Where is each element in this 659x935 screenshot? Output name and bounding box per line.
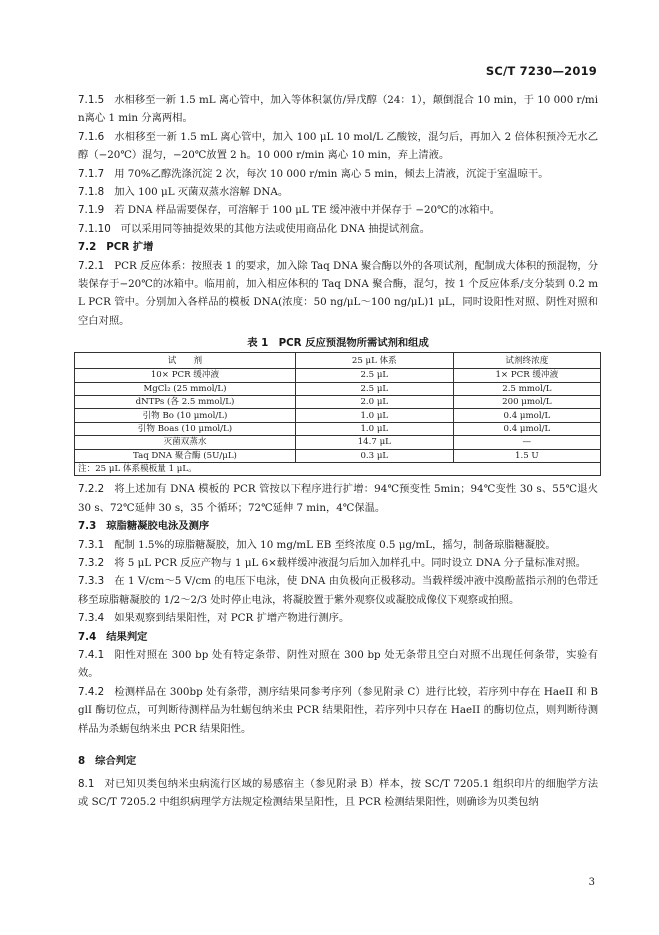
table-cell: 10× PCR 缓冲液 — [75, 369, 296, 382]
table-cell: Taq DNA 聚合酶 (5U/μL) — [75, 449, 296, 462]
clause-number: 7.1.5 — [78, 94, 105, 106]
heading-7-3: 7.3 琼脂糖凝胶电泳及测序 — [78, 520, 210, 533]
clause-number: 7.3.3 — [78, 575, 105, 588]
clause-paragraph — [78, 646, 598, 683]
clause-paragraph — [78, 572, 598, 609]
table-cell: 1× PCR 缓冲液 — [453, 369, 600, 382]
clause-paragraph — [78, 554, 598, 572]
clause-paragraph — [78, 91, 598, 128]
clause-text: 可以采用同等抽提效果的其他方法或使用商品化 DNA 抽提试剂盒。 — [120, 222, 431, 235]
table-note-row — [75, 463, 601, 476]
heading-8: 8 综合判定 — [78, 755, 137, 768]
section-7-1-paragraphs — [78, 91, 598, 238]
table-cell: 2.5 μL — [295, 382, 453, 395]
table-row — [75, 382, 601, 395]
clause-number: 7.4.1 — [78, 649, 105, 662]
table-cell: 1.5 U — [453, 449, 600, 462]
clause-text: 用 70%乙醇洗涤沉淀 2 次，每次 10 000 r/min 离心 5 min，倾去上清液，沉淀于室温晾干。 — [114, 167, 549, 180]
table-cell: dNTPs (各 2.5 mmol/L) — [75, 396, 296, 409]
table-body — [75, 369, 601, 463]
table-cell: 灭菌双蒸水 — [75, 436, 296, 449]
clause-number: 7.3.1 — [78, 538, 105, 551]
clause-number: 7.3.2 — [78, 557, 105, 570]
clause-text: 检测样品在 300bp 处有条带，测序结果同参考序列（参见附录 C）进行比较，若序列中存在 HaeII 和 BglI 酶切位点，可判断待测样品为牡蛎包纳米虫 PCR 结果阳性，若序列中只存在 HaeII 的酶切位点，则判断待测样品为杀蛎包纳米虫 PCR 结果阳性。 — [78, 685, 598, 735]
clause-paragraph — [78, 536, 598, 554]
clause-text: 水相移至一新 1.5 mL 离心管中，加入 100 μL 10 mol/L 乙酸铵，混匀后，再加入 2 倍体积预冷无水乙醇（−20℃）混匀，−20℃放置 2 h。10 000 r/min 离心 10 min，弃上清液。 — [78, 130, 598, 162]
paragraph-8-1: 8.1 对已知贝类包纳米虫病流行区域的易感宿主（参见附录 B）样本，按 SC/T 7205.1 组织印片的细胞学方法或 SC/T 7205.2 中组织病理学方法规定检测结果呈阳性，且 PCR 检测结果阳性，则确诊为贝类包纳 — [78, 777, 598, 808]
clause-text: 将 5 μL PCR 反应产物与 1 μL 6×载样缓冲液混匀后加入加样孔中。同时设立 DNA 分子量标准对照。 — [114, 557, 587, 570]
clause-number: 7.1.7 — [78, 167, 105, 180]
table-cell: 200 μmol/L — [453, 396, 600, 409]
table-cell: 引物 Boas (10 μmol/L) — [75, 422, 296, 435]
table-cell: 0.3 μL — [295, 449, 453, 462]
standard-code: SC/T 7230—2019 — [485, 64, 597, 78]
table-cell: 14.7 μL — [295, 436, 453, 449]
paragraph-7-2-1: 7.2.1 PCR 反应体系：按照表 1 的要求，加入除 Taq DNA 聚合酶以外的各项试剂，配制成大体积的预混物，分装保存于−20℃的冰箱中。临用前，加入相应体积的 Taq DNA 聚合酶，混匀，按 1 个反应体系/支分装到 0.2 mL PCR 管中。分别加入各样品的模板 DNA(浓度：50 ng/μL～100 ng/μL)1 μL，同时设阳性对照、阴性对照和空白对照。 — [78, 259, 598, 327]
table-cell: 1.0 μL — [295, 422, 453, 435]
clause-paragraph — [78, 128, 598, 165]
clause-text: 若 DNA 样品需要保存，可溶解于 100 μL TE 缓冲液中并保存于 −20℃的冰箱中。 — [114, 204, 501, 217]
clause-number: 7.1.6 — [78, 130, 105, 143]
clause-text: 配制 1.5%的琼脂糖凝胶，加入 10 mg/mL EB 至终浓度 0.5 μg/mL，摇匀，制备琼脂糖凝胶。 — [114, 538, 556, 551]
page-number: 3 — [588, 877, 595, 888]
clause-paragraph — [78, 220, 598, 238]
table-row — [75, 422, 601, 435]
table-cell: MgCl₂ (25 mmol/L) — [75, 382, 296, 395]
clause-paragraph — [78, 683, 598, 738]
clause-text: 在 1 V/cm～5 V/cm 的电压下电泳，使 DNA 由负极向正极移动。当载样缓冲液中溴酚蓝指示剂的色带迁移至琼脂糖凝胶的 1/2～2/3 处时停止电泳，将凝胶置于紫外观察仪或凝胶成像仪下观察或拍照。 — [78, 575, 598, 606]
clause-paragraph — [78, 183, 598, 201]
clause-paragraph — [78, 165, 598, 183]
clause-text: 加入 100 μL 灭菌双蒸水溶解 DNA。 — [114, 186, 289, 199]
table-cell: 2.0 μL — [295, 396, 453, 409]
clause-number: 7.3.4 — [78, 612, 105, 625]
table-cell: 1.0 μL — [295, 409, 453, 422]
table-cell: 0.4 μmol/L — [453, 422, 600, 435]
clause-number: 7.1.10 — [78, 222, 111, 235]
table-row — [75, 396, 601, 409]
table-cell: 2.5 μL — [295, 369, 453, 382]
main-content — [78, 91, 598, 811]
table-caption: 表 1 PCR 反应预混物所需试剂和组成 — [247, 337, 429, 350]
heading-7-2: 7.2 PCR 扩增 — [78, 241, 154, 254]
table-header-cell: 25 μL 体系 — [295, 353, 453, 369]
reagent-table — [74, 352, 601, 476]
clause-paragraph — [78, 201, 598, 219]
paragraph-7-2-2: 7.2.2 将上述加有 DNA 模板的 PCR 管按以下程序进行扩增：94℃预变性 5min；94℃变性 30 s、55℃退火 30 s、72℃延伸 30 s，35 个循环；72℃延伸 7 min，4℃保温。 — [78, 483, 598, 514]
clause-text: 阳性对照在 300 bp 处有特定条带、阴性对照在 300 bp 处无条带且空白对照不出现任何条带，实验有效。 — [78, 649, 598, 680]
section-7-4-paragraphs — [78, 646, 598, 738]
table-note: 注：25 μL 体系模板量 1 μL。 — [75, 463, 601, 476]
table-row — [75, 409, 601, 422]
table-header-cell: 试剂终浓度 — [453, 353, 600, 369]
section-7-3-paragraphs — [78, 536, 598, 628]
table-header-row — [75, 353, 601, 369]
table-row — [75, 449, 601, 462]
clause-number: 7.1.9 — [78, 204, 105, 217]
table-row — [75, 436, 601, 449]
heading-7-4: 7.4 结果判定 — [78, 630, 148, 643]
table-cell: 2.5 mmol/L — [453, 382, 600, 395]
clause-paragraph — [78, 609, 598, 627]
table-cell: 0.4 μmol/L — [453, 409, 600, 422]
clause-text: 如果观察到结果阳性，对 PCR 扩增产物进行测序。 — [114, 612, 350, 625]
table-row — [75, 369, 601, 382]
table-cell: 引物 Bo (10 μmol/L) — [75, 409, 296, 422]
table-cell: — — [453, 436, 600, 449]
clause-number: 7.1.8 — [78, 186, 105, 199]
clause-number: 7.4.2 — [78, 685, 105, 698]
clause-text: 水相移至一新 1.5 mL 离心管中，加入等体积氯仿/异戊醇（24：1），颠倒混合 10 min，于 10 000 r/min离心 1 min 分离两相。 — [78, 94, 598, 125]
table-header-cell: 试 剂 — [75, 353, 296, 369]
